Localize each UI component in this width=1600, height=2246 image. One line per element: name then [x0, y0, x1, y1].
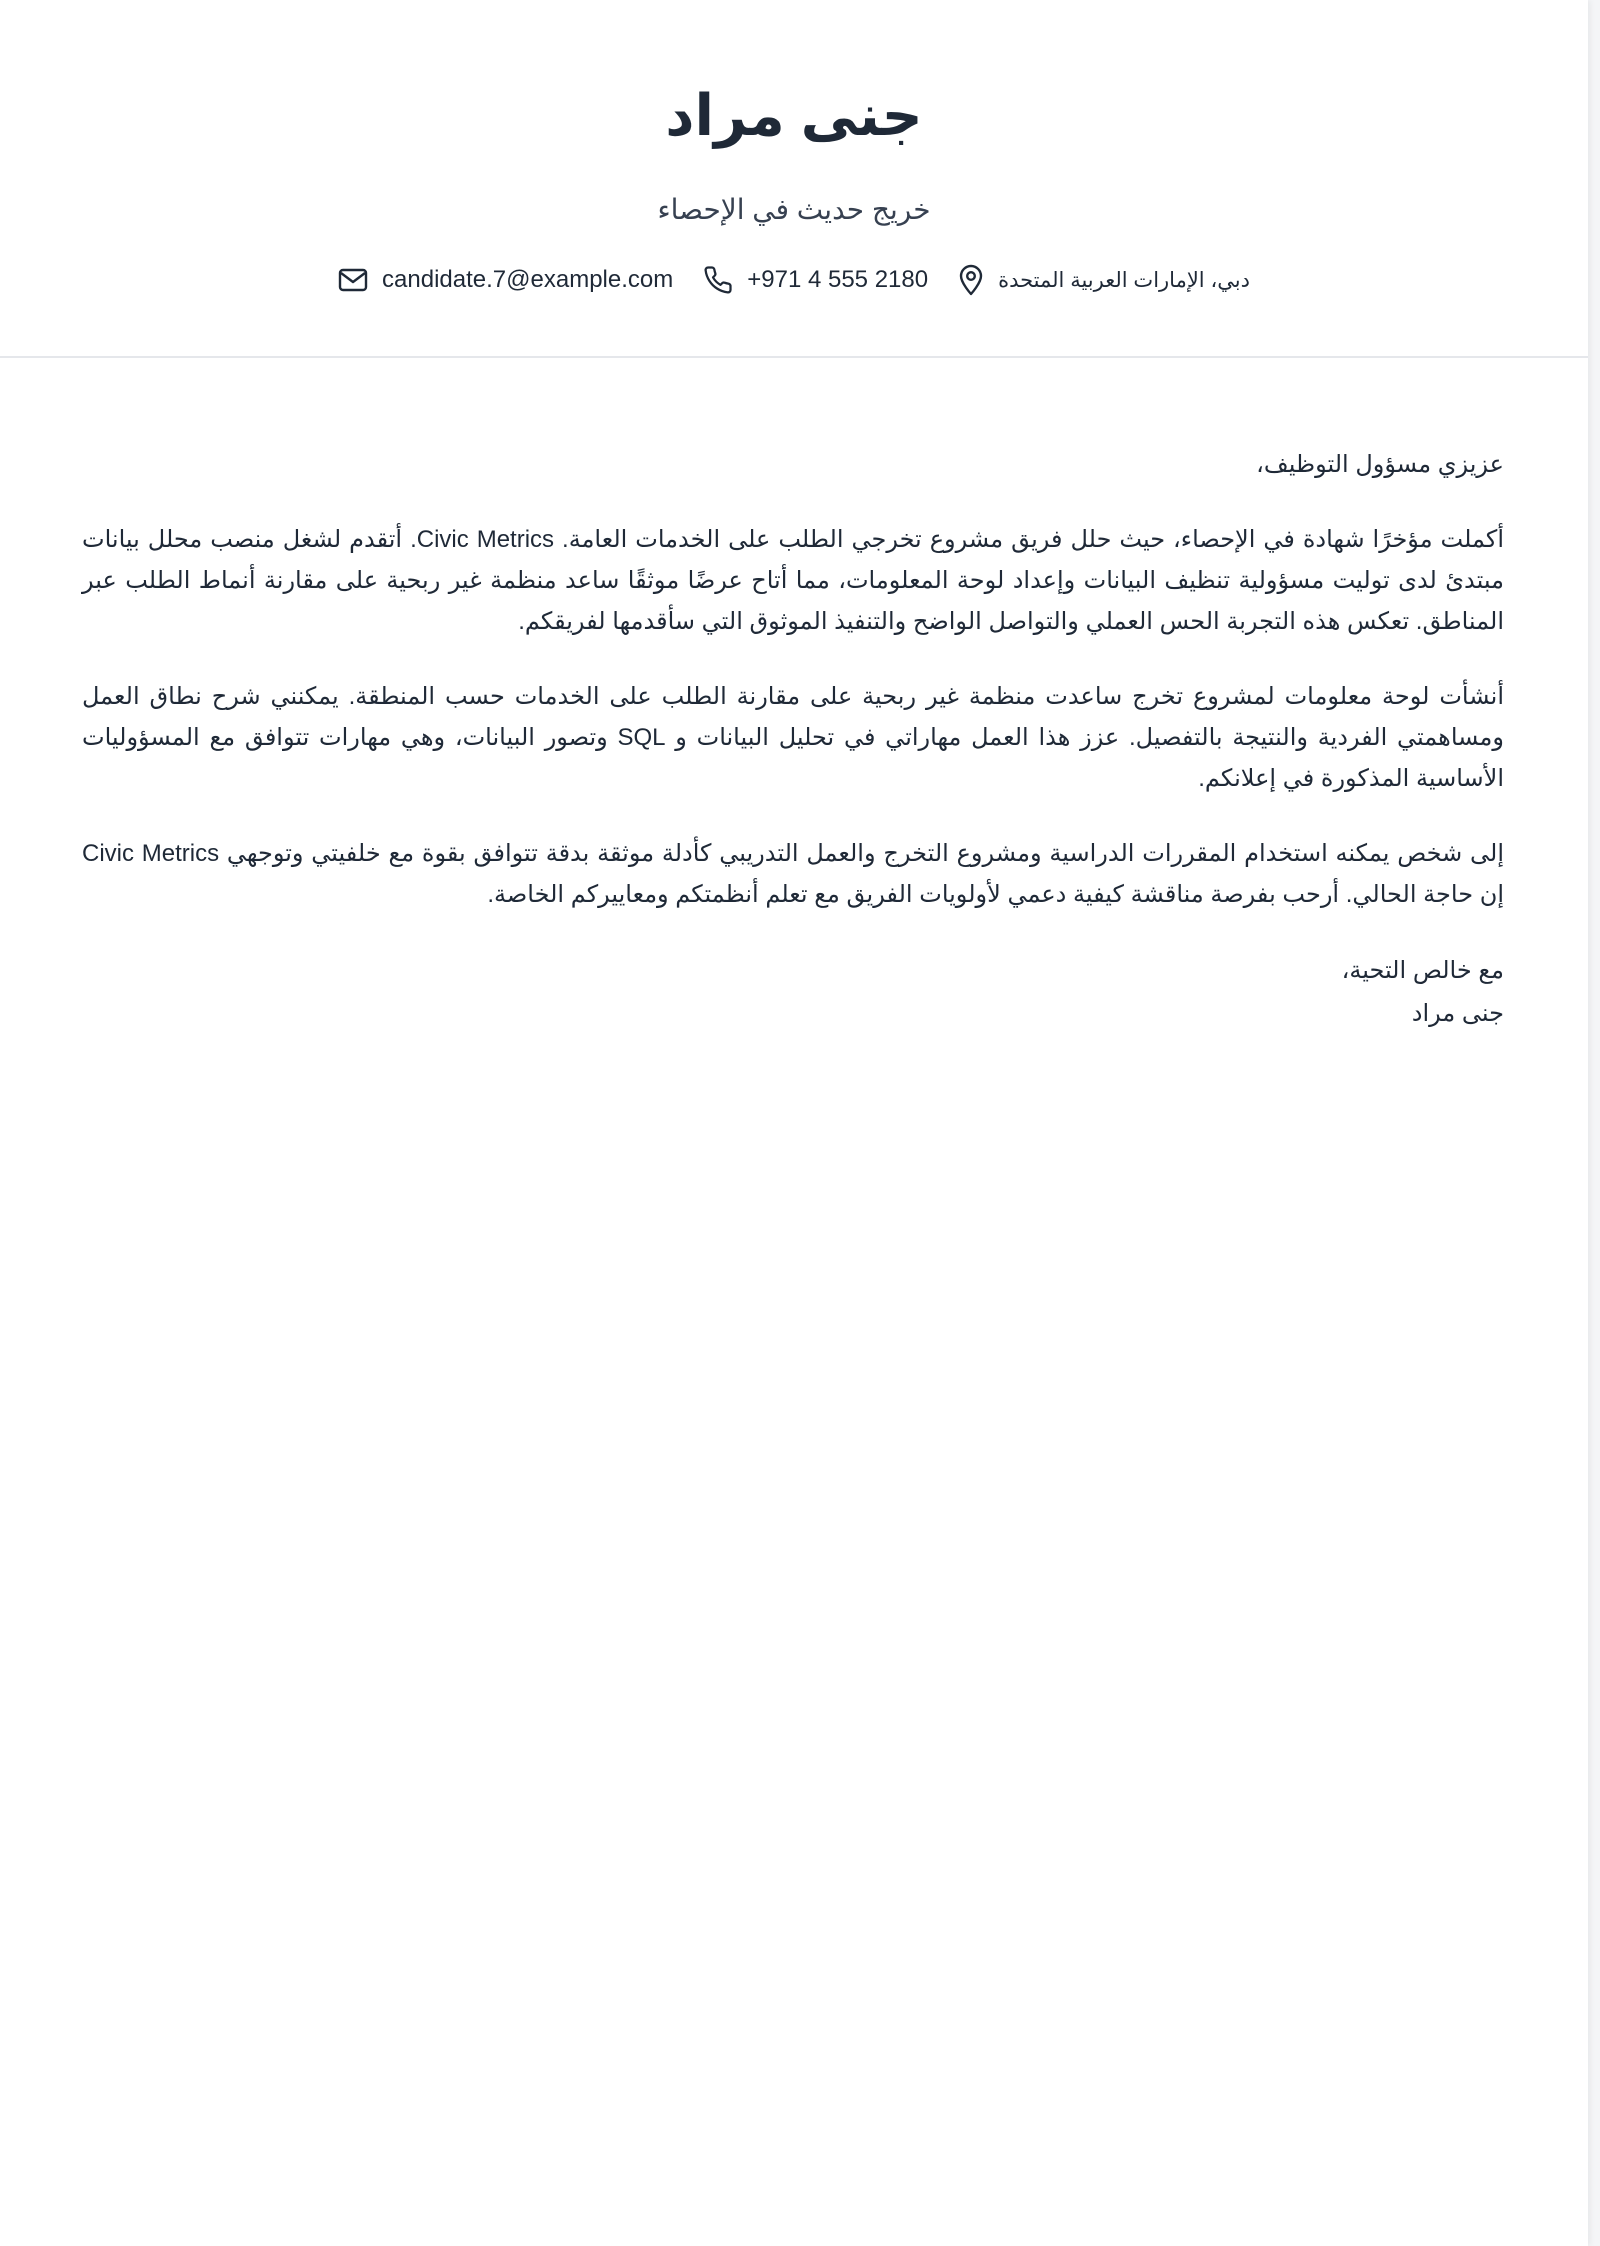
- location-pin-icon: [958, 264, 984, 296]
- letter-header: [0, 0, 1588, 358]
- letter-greeting: عزيزي مسؤول التوظيف،: [1256, 451, 1504, 478]
- mail-icon: [338, 267, 368, 293]
- letter-paragraph-2: أنشأت لوحة معلومات لمشروع تخرج ساعدت منظمة غير ربحية على مقارنة الطلب على الخدمات حسب المنطقة. يمكنني شرح نطاق العمل ومساهمتي الفردية والنتيجة بالتفصيل. عزز هذا العمل مهاراتي في تحليل البيانات و SQL وتصور البيانات، وهي مهارات تتوافق مع المسؤوليات الأساسية المذكورة في إعلانكم.: [82, 683, 1504, 792]
- letter-paragraph-1: أكملت مؤخرًا شهادة في الإحصاء، حيث حلل فريق مشروع تخرجي الطلب على الخدمات العامة. Civic Metrics. أتقدم لشغل منصب محلل بيانات مبتدئ لدى توليت مسؤولية تنظيف البيانات وإعداد لوحة المعلومات، مما أتاح عرضًا موثقًا ساعد منظمة غير ربحية على مقارنة أنماط الطلب عبر المناطق. تعكس هذه التجربة الحس العملي والتواصل الواضح والتنفيذ الموثوق التي سأقدمها لفريقكم.: [82, 526, 1505, 635]
- letter-body: [82, 444, 1504, 1035]
- phone-icon: [703, 265, 733, 295]
- candidate-name: جنى مراد: [665, 84, 923, 148]
- letter-closing: مع خالص التحية،: [1341, 957, 1504, 984]
- contact-phone[interactable]: [703, 265, 928, 295]
- candidate-title: خريج حديث في الإحصاء: [657, 194, 931, 225]
- contact-info: [0, 258, 1588, 302]
- contact-email[interactable]: [338, 266, 673, 294]
- email-text: candidate.7@example.com: [382, 266, 674, 293]
- contact-location: [958, 264, 1250, 296]
- letter-paragraph-3: إلى شخص يمكنه استخدام المقررات الدراسية ومشروع التخرج والعمل التدريبي كأدلة موثقة بدقة تتوافق بقوة مع خلفيتي وتوجهي Civic Metrics إن حاجة الحالي. أرحب بفرصة مناقشة كيفية دعمي لأولويات الفريق مع تعلم أنظمتكم ومعاييركم الخاصة.: [82, 840, 1505, 908]
- phone-text: +971 4 555 2180: [747, 266, 929, 293]
- letter-signature: جنى مراد: [1411, 1000, 1504, 1027]
- location-text: دبي، الإمارات العربية المتحدة: [998, 268, 1250, 292]
